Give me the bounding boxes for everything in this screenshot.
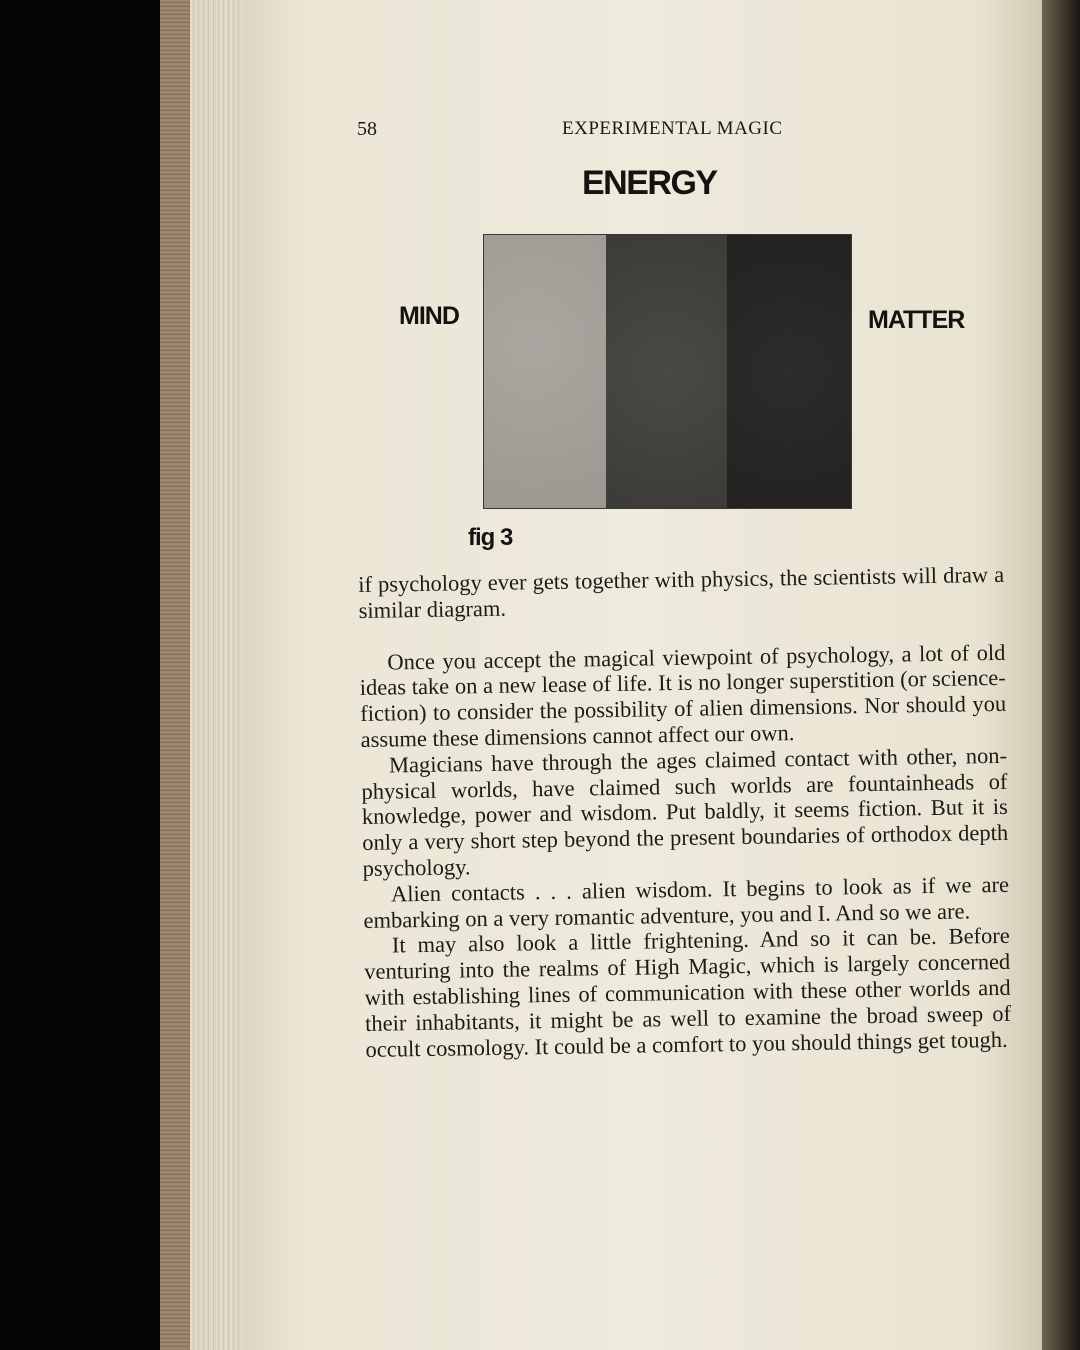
diagram-band-dark (727, 235, 851, 508)
paragraph-4: Alien contacts . . . alien wisdom. It begins to look as if we are embarking on a very romantic adventure, you and I. And so we are. (363, 871, 1010, 933)
diagram-band-medium (606, 235, 727, 508)
diagram-matter-label: MATTER (868, 306, 965, 334)
background-right (1042, 0, 1080, 1350)
diagram-energy-label: ENERGY (582, 164, 717, 202)
running-head: EXPERIMENTAL MAGIC (562, 118, 783, 139)
book-spine-edge (160, 0, 190, 1350)
book-page (242, 0, 1042, 1350)
paragraph-1: if psychology ever gets together with physics, the scientists will draw a similar diagram. (358, 561, 1005, 623)
paragraph-3: Magicians have through the ages claimed contact with other, non-physical worlds, have claimed such worlds are fountainheads of knowledge, power and wisdom. Put baldly, it seems fiction. But it is only a very short step beyond the present boundaries of orthodox depth psychology. (361, 742, 1009, 881)
paragraph-5: It may also look a little frightening. And so it can be. Before venturing into the realms of High Magic, which is largely concerned with establishing lines of communication with these other worlds and their inhabitants, it might be as well to examine the broad sweep of occult cosmology. It could be a comfort to you should things get tough. (364, 923, 1012, 1062)
diagram-mind-label: MIND (399, 302, 459, 330)
figure-caption: fig 3 (468, 524, 513, 551)
page-stack-edge (190, 0, 242, 1350)
paragraph-2: Once you accept the magical viewpoint of psychology, a lot of old ideas take on a new lease of life. It is no longer superstition (or science-fiction) to consider the possibility of alien dimensions. Nor should you assume these dimensions cannot affect our own. (359, 639, 1007, 752)
energy-diagram (483, 234, 852, 509)
diagram-band-light (484, 235, 606, 508)
page-number: 58 (357, 118, 377, 140)
page-header (242, 118, 1042, 142)
body-text (358, 562, 1012, 1062)
